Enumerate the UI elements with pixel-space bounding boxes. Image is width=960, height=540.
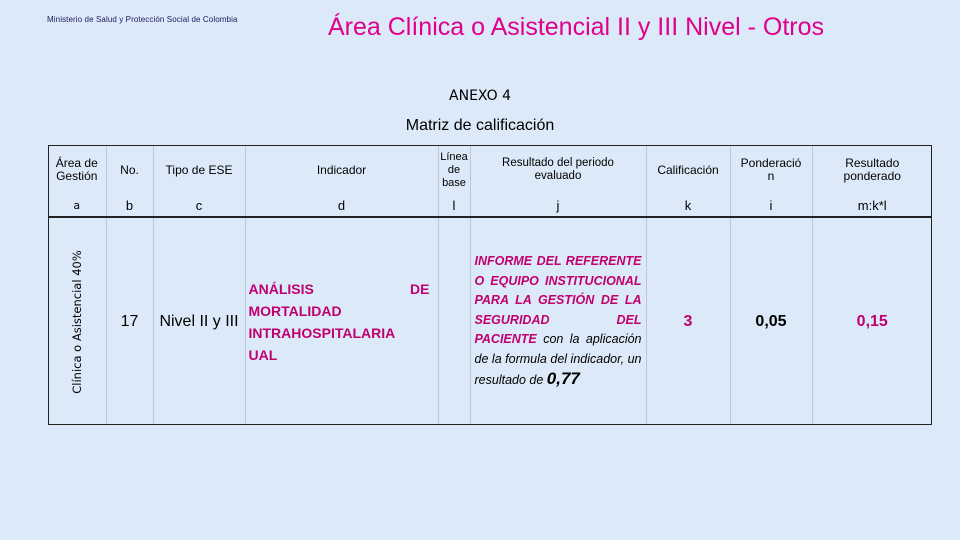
indicator-line-1 <box>249 278 430 300</box>
result-text: con la aplicación de la formula del indicador, un resultado de <box>474 332 642 388</box>
qualification-value: 3 <box>646 217 730 425</box>
indicator-line-3: INTRAHOSPITALARIA <box>248 324 396 341</box>
letter-a: a <box>48 195 106 217</box>
matrix-title: Matriz de calificación <box>405 117 555 134</box>
letter-c: c <box>153 195 245 217</box>
ese-type: Nivel II y III <box>153 217 245 425</box>
period-result-cell <box>470 217 646 425</box>
header-calificacion: Calificación <box>646 145 730 195</box>
result-reference: INFORME DEL REFERENTE O EQUIPO INSTITUCIONAL PARA LA GESTIÓN DE LA SEGURIDAD DEL PACIENTE <box>474 254 642 347</box>
header-linea: Línea de base <box>438 145 470 195</box>
letter-d: d <box>245 195 438 217</box>
ministry-label: Ministerio de Salud y Protección Social de Colombia <box>47 15 238 24</box>
baseline-cell <box>438 217 470 425</box>
area-label: Clínica o Asistencial 40% <box>69 249 84 394</box>
result-value: 0,77 <box>546 369 580 389</box>
indicator-line-4: UAL <box>248 346 278 363</box>
qualification-matrix <box>48 145 932 425</box>
header-ponderacion: Ponderació n <box>730 145 812 195</box>
header-area: Área de Gestión <box>55 156 98 183</box>
indicator-cell <box>245 217 438 425</box>
annex-label: ANEXO 4 <box>449 88 511 104</box>
indicator-line-2: MORTALIDAD <box>248 302 342 319</box>
header-row <box>48 145 932 195</box>
indicator-word-de: DE <box>410 280 430 297</box>
header-resultado-ponderado: Resultado ponderado <box>812 145 932 195</box>
letter-b: b <box>106 195 153 217</box>
page-title: Área Clínica o Asistencial II y III Nivel - Otros <box>328 13 824 41</box>
indicator-number: 17 <box>106 217 153 425</box>
area-cell <box>48 217 106 425</box>
indicator-word-analisis: ANÁLISIS <box>248 280 314 297</box>
letter-l: l <box>438 195 470 217</box>
letter-j: j <box>470 195 646 217</box>
header-no: No. <box>106 145 153 195</box>
table-row <box>48 217 932 425</box>
letter-k: k <box>646 195 730 217</box>
header-tipo: Tipo de ESE <box>153 145 245 195</box>
header-resultado: Resultado del periodo evaluado <box>470 145 646 195</box>
weighting-value: 0,05 <box>730 217 812 425</box>
letter-i: i <box>730 195 812 217</box>
weighted-result-value: 0,15 <box>812 217 932 425</box>
letters-row <box>48 195 932 217</box>
header-indicador: Indicador <box>245 145 438 195</box>
letter-m: m:k*l <box>812 195 932 217</box>
